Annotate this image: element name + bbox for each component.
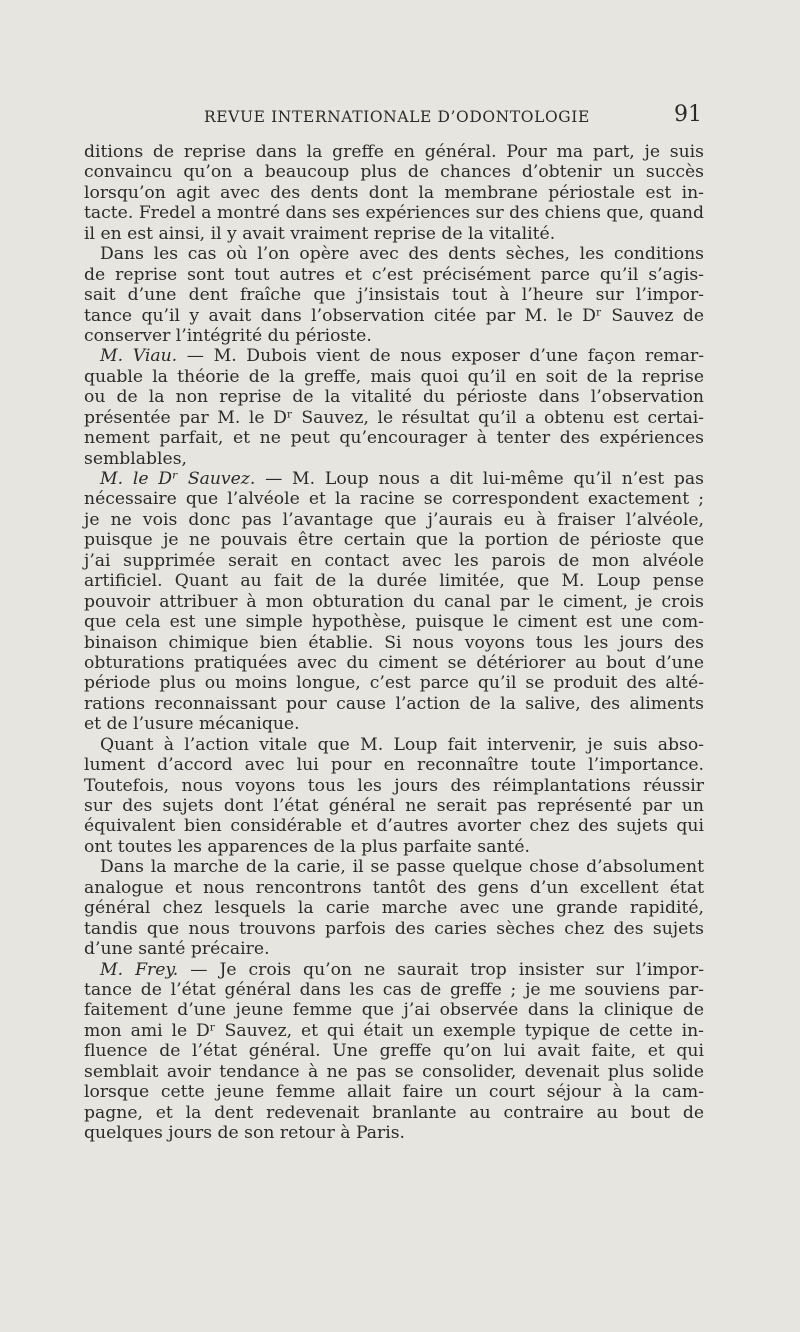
line-text: tance de l’état général dans les cas de greffe ; je me souviens par- <box>84 979 704 1000</box>
speaker-name: M. le Dʳ Sauvez. <box>100 469 256 489</box>
line-text: il en est ainsi, il y avait vraiment reprise de la vitalité. <box>84 223 556 244</box>
text-line <box>84 898 704 918</box>
line-text: et de l’usure mécanique. <box>84 714 300 735</box>
text-line <box>84 837 704 857</box>
text-line <box>84 449 704 469</box>
line-text: analogue et nous rencontrons tantôt des gens d’un excellent état <box>84 877 704 898</box>
text-line <box>84 306 704 326</box>
line-text: ou de la non reprise de la vitalité du périoste dans l’observation <box>84 387 704 408</box>
line-text: sait d’une dent fraîche que j’insistais tout à l’heure sur l’impor- <box>84 285 704 306</box>
text-line <box>84 939 704 959</box>
text-line <box>84 244 704 264</box>
text-line <box>84 571 704 591</box>
text-line <box>84 653 704 673</box>
line-text: pouvoir attribuer à mon obturation du canal par le ciment, je crois <box>84 591 704 612</box>
line-text: tandis que nous trouvons parfois des caries sèches chez des sujets <box>84 918 704 939</box>
text-line <box>84 796 704 816</box>
text-line <box>84 1062 704 1082</box>
text-line <box>84 510 704 530</box>
line-text: que cela est une simple hypothèse, puisque le ciment est une com- <box>84 612 704 633</box>
running-title: REVUE INTERNATIONALE D’ODONTOLOGIE <box>204 108 590 126</box>
text-line <box>84 142 704 162</box>
speaker-name: M. Viau. <box>100 346 178 367</box>
text-line <box>84 633 704 653</box>
line-text: tacte. Fredel a montré dans ses expériences sur des chiens que, quand <box>84 203 704 224</box>
line-text: quelques jours de son retour à Paris. <box>84 1123 405 1143</box>
text-line <box>84 408 704 428</box>
line-text: lument d’accord avec lui pour en reconnaître toute l’importance. <box>84 755 704 776</box>
line-text: période plus ou moins longue, c’est parce qu’il se produit des alté- <box>84 673 704 694</box>
text-line <box>84 1082 704 1102</box>
line-text: nement parfait, et ne peut qu’encourager à tenter des expériences <box>84 428 704 449</box>
line-text: quable la théorie de la greffe, mais quoi qu’il en soit de la reprise <box>84 366 704 387</box>
text-line <box>84 816 704 836</box>
text-line <box>84 673 704 693</box>
line-text: Dans la marche de la carie, il se passe quelque chose d’absolument <box>100 857 704 878</box>
speaker-name: M. Frey. <box>100 959 179 980</box>
line-text: je ne vois donc pas l’avantage que j’aurais eu à fraiser l’alvéole, <box>84 509 704 530</box>
text-line <box>84 694 704 714</box>
page-header <box>84 104 704 130</box>
text-line <box>84 203 704 223</box>
line-text: pagne, et la dent redevenait branlante au contraire au bout de <box>84 1102 704 1123</box>
text-line <box>84 469 704 489</box>
text-line <box>84 1041 704 1061</box>
body-text <box>84 142 704 1143</box>
line-text: convaincu qu’on a beaucoup plus de chances d’obtenir un succès <box>84 162 704 183</box>
text-line <box>84 265 704 285</box>
line-text: de reprise sont tout autres et c’est précisément parce qu’il s’agis- <box>84 264 704 285</box>
text-line <box>84 612 704 632</box>
text-line <box>84 919 704 939</box>
text-line <box>84 367 704 387</box>
line-text: présentée par M. le Dʳ Sauvez, le résultat qu’il a obtenu est certai- <box>84 407 704 428</box>
text-line <box>84 735 704 755</box>
line-text: semblables, <box>84 448 187 469</box>
line-text: conserver l’intégrité du périoste. <box>84 325 372 346</box>
line-text: tance qu’il y avait dans l’observation citée par M. le Dʳ Sauvez de <box>84 305 704 326</box>
line-text: — M. Dubois vient de nous exposer d’une façon remar- <box>177 346 704 367</box>
line-text: d’une santé précaire. <box>84 939 270 960</box>
line-text: binaison chimique bien établie. Si nous voyons tous les jours des <box>84 632 704 653</box>
line-text: lorsque cette jeune femme allait faire un court séjour à la cam- <box>84 1082 704 1103</box>
line-text: ditions de reprise dans la greffe en général. Pour ma part, je suis <box>84 142 704 162</box>
text-line <box>84 1103 704 1123</box>
page-number: 91 <box>674 102 702 127</box>
text-line <box>84 960 704 980</box>
text-line <box>84 224 704 244</box>
text-line <box>84 1021 704 1041</box>
text-line <box>84 776 704 796</box>
line-text: sur des sujets dont l’état général ne serait pas représenté par un <box>84 796 704 816</box>
line-text: rations reconnaissant pour cause l’action de la salive, des aliments <box>84 693 704 714</box>
text-line <box>84 346 704 366</box>
line-text: général chez lesquels la carie marche avec une grande rapidité, <box>84 898 704 919</box>
line-text: — Je crois qu’on ne saurait trop insister sur l’impor- <box>178 959 705 980</box>
text-line <box>84 1000 704 1020</box>
line-text: Toutefois, nous voyons tous les jours des réimplantations réussir <box>84 775 704 796</box>
text-line <box>84 857 704 877</box>
line-text: nécessaire que l’alvéole et la racine se correspondent exactement ; <box>84 489 704 510</box>
line-text: obturations pratiquées avec du ciment se détériorer au bout d’une <box>84 652 704 673</box>
text-line <box>84 326 704 346</box>
text-line <box>84 530 704 550</box>
text-line <box>84 878 704 898</box>
line-text: Dans les cas où l’on opère avec des dents sèches, les conditions <box>100 244 704 265</box>
line-text: puisque je ne pouvais être certain que la portion de périoste que <box>84 530 704 551</box>
text-line <box>84 162 704 182</box>
line-text: faitement d’une jeune femme que j’ai observée dans la clinique de <box>84 1000 704 1021</box>
text-line <box>84 1123 704 1143</box>
line-text: artificiel. Quant au fait de la durée limitée, que M. Loup pense <box>84 571 704 592</box>
text-line <box>84 285 704 305</box>
line-text: équivalent bien considérable et d’autres avorter chez des sujets qui <box>84 816 704 837</box>
text-line <box>84 592 704 612</box>
line-text: fluence de l’état général. Une greffe qu’on lui avait faite, et qui <box>84 1041 704 1062</box>
line-text: semblait avoir tendance à ne pas se consolider, devenait plus solide <box>84 1061 704 1082</box>
line-text: — M. Loup nous a dit lui-même qu’il n’est pas <box>255 469 704 489</box>
line-text: ont toutes les apparences de la plus parfaite santé. <box>84 836 530 857</box>
text-line <box>84 980 704 1000</box>
text-line <box>84 387 704 407</box>
line-text: lorsqu’on agit avec des dents dont la membrane périostale est in- <box>84 182 704 203</box>
text-line <box>84 755 704 775</box>
line-text: Quant à l’action vitale que M. Loup fait intervenir, je suis abso- <box>100 734 704 755</box>
text-line <box>84 428 704 448</box>
text-line <box>84 551 704 571</box>
line-text: j’ai supprimée serait en contact avec les parois de mon alvéole <box>84 550 704 571</box>
text-line <box>84 489 704 509</box>
text-line <box>84 183 704 203</box>
line-text: mon ami le Dʳ Sauvez, et qui était un exemple typique de cette in- <box>84 1020 704 1041</box>
text-line <box>84 714 704 734</box>
